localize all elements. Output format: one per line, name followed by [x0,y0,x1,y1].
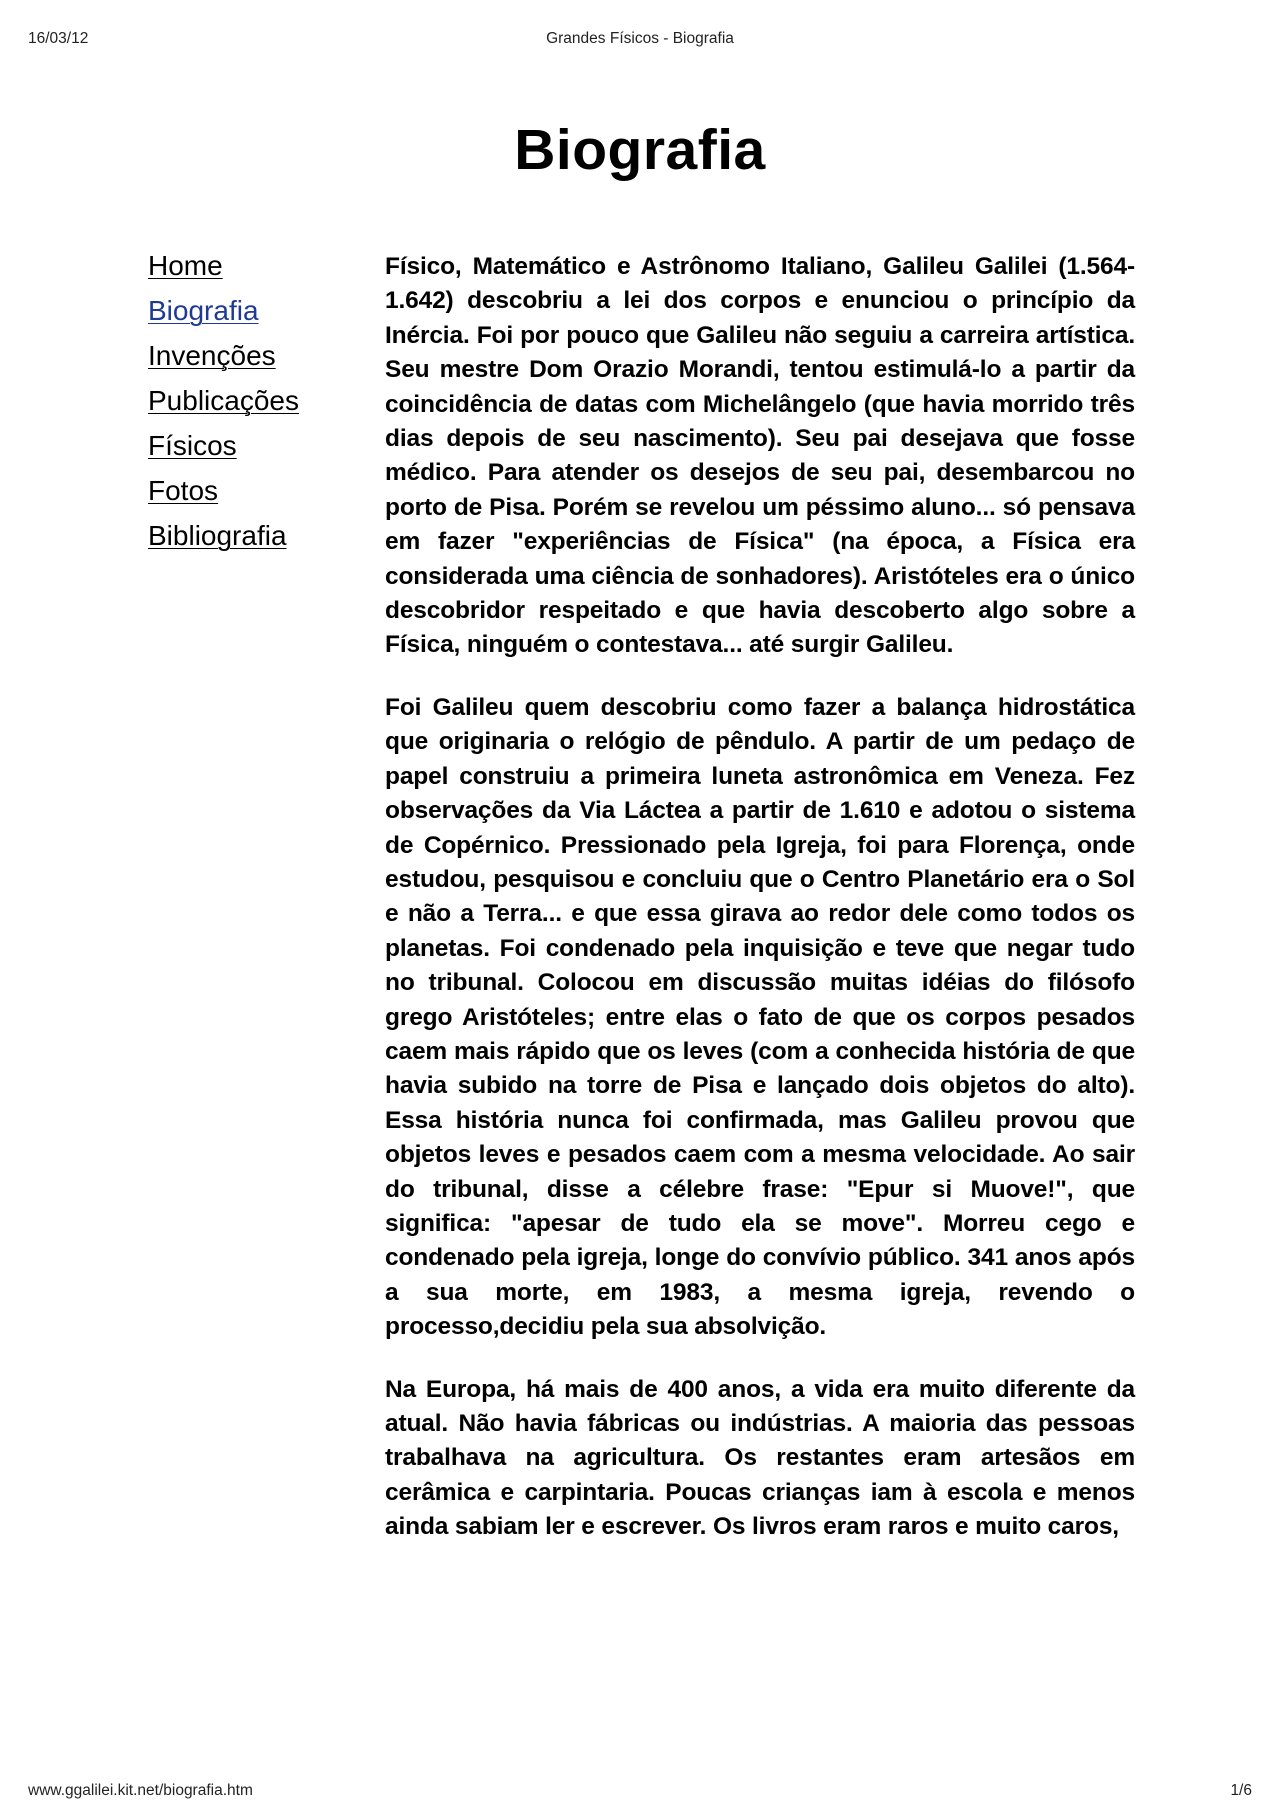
biography-paragraph-1: Físico, Matemático e Astrônomo Italiano, Galileu Galilei (1.564-1.642) descobriu a lei dos corpos e enunciou o princípio da Inércia. Foi por pouco que Galileu não seguiu a carreira artística. Seu mestre Dom Orazio Morandi, tentou estimulá-lo a partir da coincidência de datas com Michelângelo (que havia morrido três dias depois de seu nascimento). Seu pai desejava que fosse médico. Para atender os desejos de seu pai, desembarcou no porto de Pisa. Porém se revelou um péssimo aluno... só pensava em fazer "experiências de Física" (na época, a Física era considerada uma ciência de sonhadores). Aristóteles era o único descobridor respeitado e que havia descoberto algo sobre a Física, ninguém o contestava... até surgir Galileu. [385,253,1135,659]
nav-link-home[interactable]: Home [148,250,223,281]
nav-link-invencoes[interactable]: Invenções [148,340,276,371]
nav-link-bibliografia[interactable]: Bibliografia [148,520,287,551]
print-page-number: 1/6 [1230,1782,1252,1799]
nav-link-publicacoes[interactable]: Publicações [148,385,299,416]
print-document-title: Grandes Físicos - Biografia [546,30,734,47]
nav-item-publicacoes [148,383,368,428]
biography-paragraph-2: Foi Galileu quem descobriu como fazer a balança hidrostática que originaria o relógio de pêndulo. A partir de um pedaço de papel construiu a primeira luneta astronômica em Veneza. Fez observações da Via Láctea a partir de 1.610 e adotou o sistema de Copérnico. Pressionado pela Igreja, foi para Florença, onde estudou, pesquisou e concluiu que o Centro Planetário era o Sol e não a Terra... e que essa girava ao redor dele como todos os planetas. Foi condenado pela inquisição e teve que negar tudo no tribunal. Colocou em discussão muitas idéias do filósofo grego Aristóteles; entre elas o fato de que os corpos pesados caem mais rápido que os leves (com a conhecida história de que havia subido na torre de Pisa e lançado dois objetos do alto). Essa história nunca foi confirmada, mas Galileu provou que objetos leves e pesados caem com a mesma velocidade. Ao sair do tribunal, disse a célebre frase: "Epur si Muove!", que significa: "apesar de tudo ela se move". Morreu cego e condenado pela igreja, longe do convívio público. 341 anos após a sua morte, em 1983, a mesma igreja, revendo o processo,decidiu pela sua absolvição. [385,693,1135,1341]
page-title: Biografia [514,118,766,182]
print-url: www.ggalilei.kit.net/biografia.htm [28,1782,253,1799]
nav-link-biografia[interactable]: Biografia [148,295,259,326]
print-header [28,30,1252,50]
nav-item-biografia [148,293,368,338]
nav-item-invencoes [148,338,368,383]
print-footer [28,1782,1252,1802]
nav-item-fotos [148,473,368,518]
nav-item-home [148,248,368,293]
nav-item-bibliografia [148,518,368,563]
nav-link-fotos[interactable]: Fotos [148,475,219,506]
print-date: 16/03/12 [28,30,89,47]
sidebar-nav [148,248,368,563]
biography-content [385,250,1135,1573]
biography-paragraph-3: Na Europa, há mais de 400 anos, a vida era muito diferente da atual. Não havia fábricas ou indústrias. A maioria das pessoas trabalhava na agricultura. Os restantes eram artesãos em cerâmica e carpintaria. Poucas crianças iam à escola e menos ainda sabiam ler e escrever. Os livros eram raros e muito caros, [385,1375,1135,1541]
nav-link-fisicos[interactable]: Físicos [148,430,237,461]
nav-item-fisicos [148,428,368,473]
